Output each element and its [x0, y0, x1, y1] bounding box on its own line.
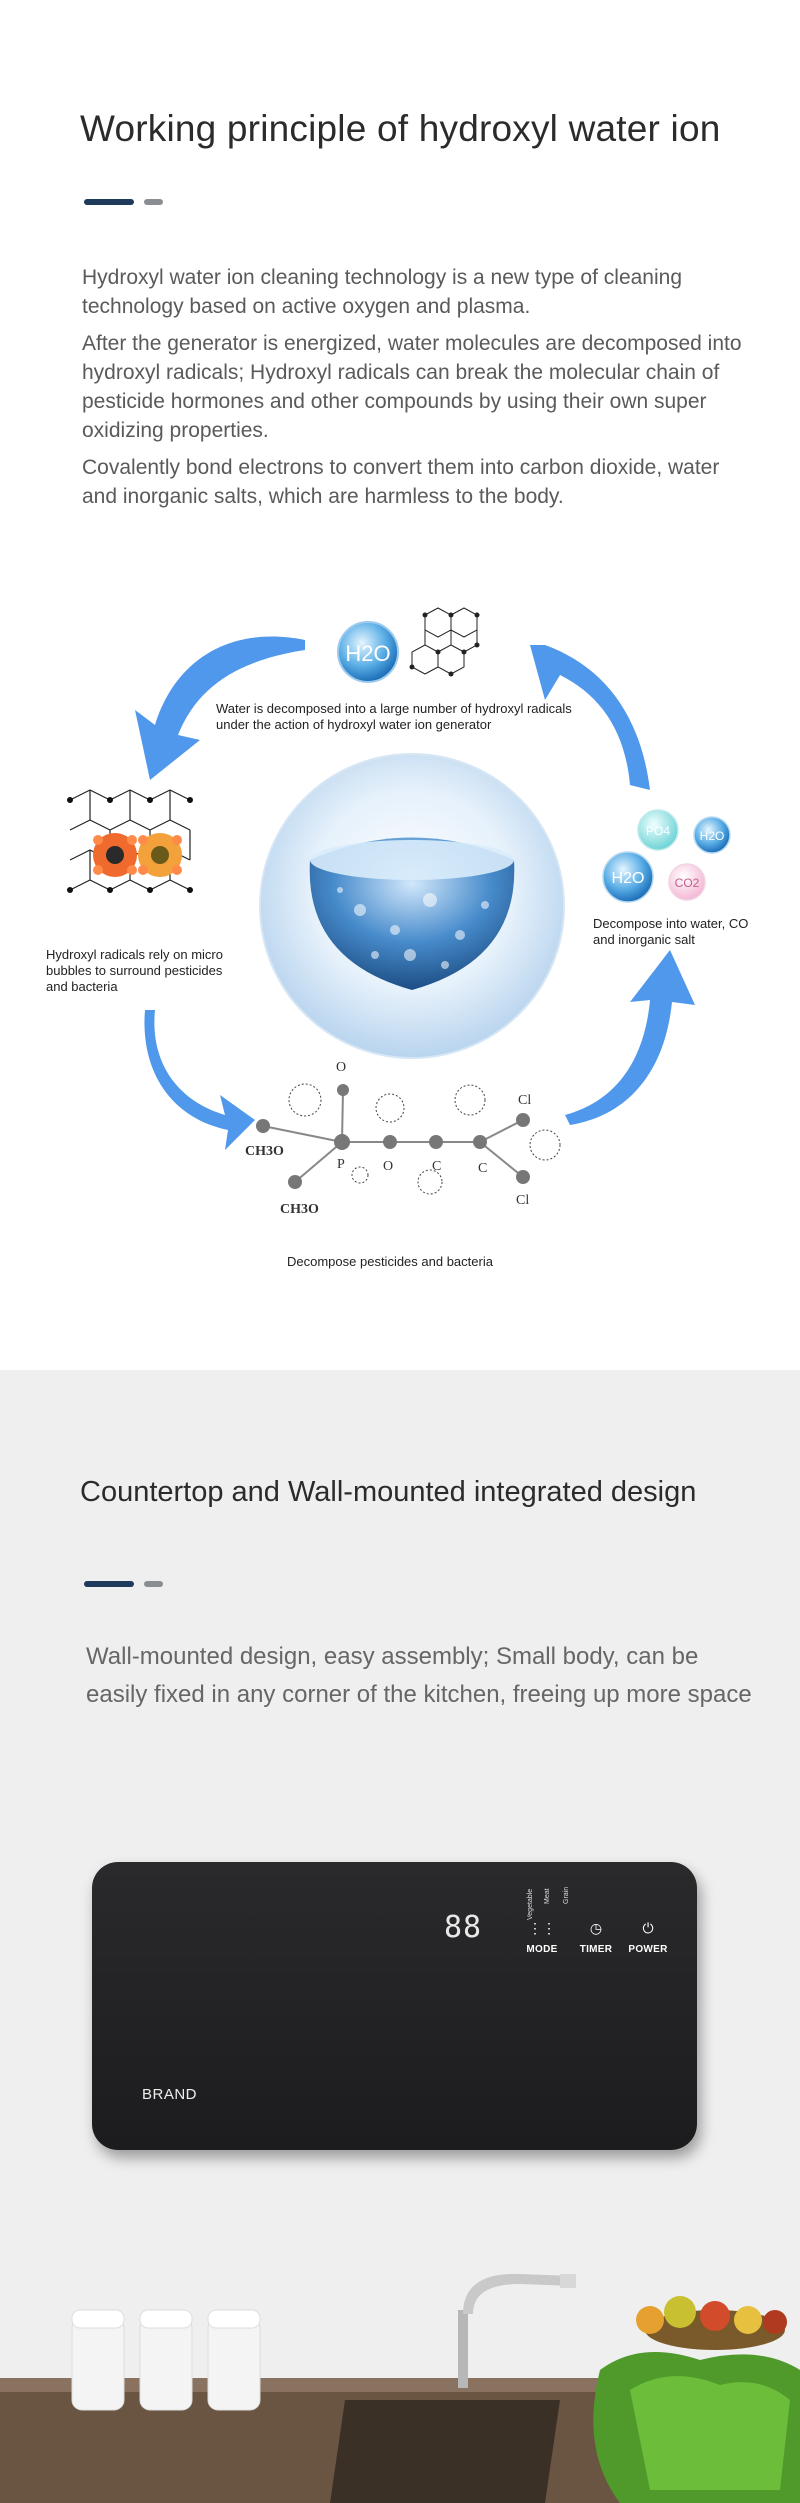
mode-option-grain: Grain — [563, 1886, 570, 1904]
svg-text:P: P — [337, 1157, 345, 1172]
timer-label: TIMER — [579, 1944, 613, 1955]
svg-text:Cl: Cl — [516, 1193, 530, 1208]
device-display: 88 — [444, 1910, 483, 1945]
caption-bottom: Decompose pesticides and bacteria — [287, 1254, 493, 1269]
caption-left: Hydroxyl radicals rely on micro bubbles to surround pesticides and bacteria — [46, 947, 223, 994]
hydroxyl-lattice-icon — [412, 608, 477, 674]
mode-button[interactable] — [522, 1920, 562, 1955]
principle-paragraph-1: Hydroxyl water ion cleaning technology is a new type of cleaning technology based on active oxygen and plasma. — [82, 266, 683, 318]
pesticide-particles-icon — [93, 833, 182, 877]
canisters-icon — [72, 2310, 260, 2410]
mode-icon: ⋮⋮ — [528, 1920, 556, 1936]
svg-text:CO2: CO2 — [674, 876, 700, 890]
svg-text:O: O — [383, 1159, 394, 1174]
principle-paragraph-3: Covalently bond electrons to convert them into carbon dioxide, water and inorganic salts, which are harmless to the body. — [82, 456, 720, 508]
timer-button[interactable] — [576, 1920, 616, 1955]
faucet-icon — [458, 2274, 576, 2388]
power-label: POWER — [628, 1944, 668, 1955]
working-principle-diagram — [0, 590, 800, 1310]
svg-text:CH3O: CH3O — [280, 1202, 319, 1217]
svg-text:H2O: H2O — [699, 829, 725, 843]
sink-icon — [330, 2400, 560, 2503]
caption-right: Decompose into water, CO and inorganic salt — [593, 916, 749, 947]
svg-text:C: C — [478, 1161, 488, 1176]
design-title: Countertop and Wall-mounted integrated design — [80, 1476, 697, 1508]
vegetables-icon — [593, 2296, 800, 2503]
design-section — [0, 1370, 800, 2503]
product-bubbles-icon — [603, 810, 730, 902]
h2o-top-label: H2O — [345, 641, 391, 666]
svg-text:H2O: H2O — [611, 870, 645, 887]
svg-text:PO4: PO4 — [645, 824, 671, 838]
mode-option-vegetable: Vegetable — [527, 1888, 534, 1920]
svg-text:C: C — [432, 1159, 442, 1174]
svg-text:CH3O: CH3O — [245, 1144, 284, 1159]
principle-title: Working principle of hydroxyl water ion — [80, 108, 721, 149]
svg-text:Cl: Cl — [518, 1093, 532, 1108]
power-icon: ⏻ — [642, 1920, 654, 1936]
kitchen-scene — [0, 2250, 800, 2503]
design-description: Wall-mounted design, easy assembly; Small body, can be easily fixed in any corner of the kitchen, freeing up more space — [86, 1643, 752, 1708]
svg-text:O: O — [336, 1060, 347, 1075]
power-button[interactable] — [628, 1920, 668, 1955]
mode-label: MODE — [526, 1944, 558, 1955]
device-brand: BRAND — [142, 2086, 198, 2103]
caption-top: Water is decomposed into a large number of hydroxyl radicals under the action of hydroxyl water ion generator — [216, 701, 572, 732]
mode-option-meat: Meat — [544, 1888, 551, 1904]
timer-icon: ◷ — [589, 1920, 603, 1936]
principle-paragraph-2: After the generator is energized, water molecules are decomposed into hydroxyl radicals; Hydroxyl radicals can break the molecular chain of pesticide hormones and other compounds by using their own super oxidizing properties. — [82, 332, 742, 442]
wall-mounted-device — [92, 1862, 697, 2150]
